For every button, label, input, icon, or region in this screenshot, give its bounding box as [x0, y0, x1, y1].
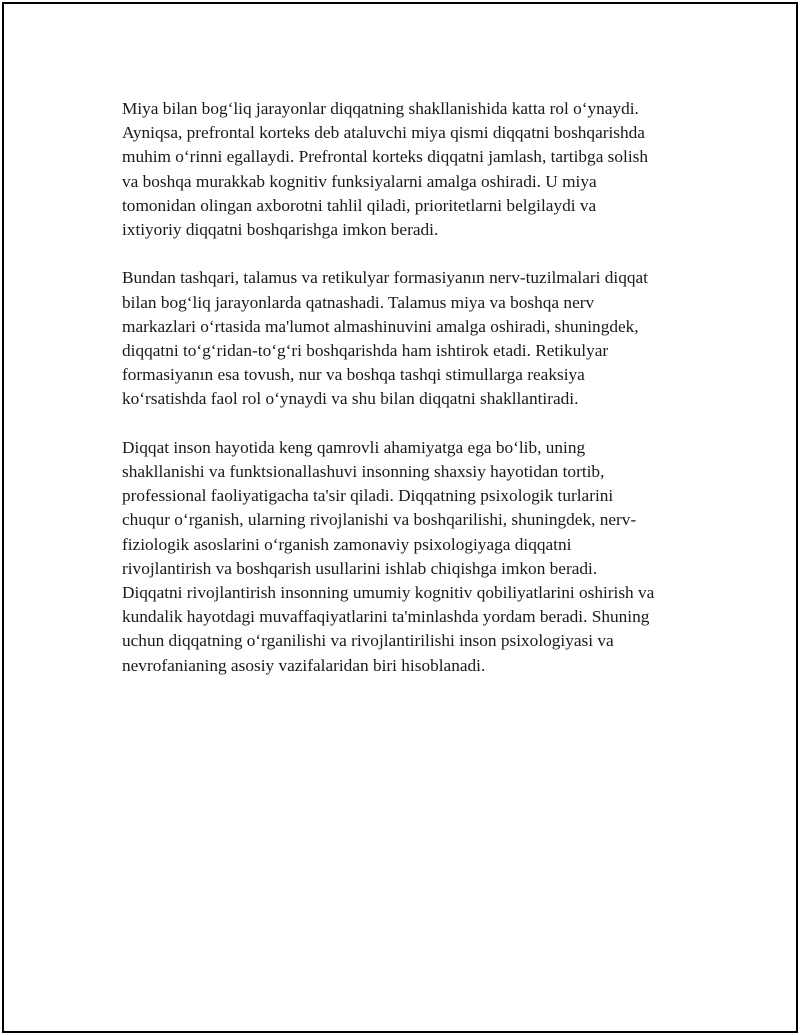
text-line: Diqqatni rivojlantirish insonning umumiy kognitiv qobiliyatlarini oshirish va	[122, 583, 655, 603]
text-line: rivojlantirish va boshqarish usullarini ishlab chiqishga imkon beradi.	[122, 558, 598, 578]
paragraph-thalamus	[122, 266, 694, 411]
text-line: diqqatni to‘g‘ridan-to‘g‘ri boshqarishda ham ishtirok etadi. Retikulyar	[122, 341, 609, 361]
text-line: formasiyanın esa tovush, nur va boshqa tashqi stimullarga reaksiya	[122, 365, 585, 385]
document-body	[122, 97, 694, 678]
text-line: markazlari o‘rtasida ma'lumot almashinuvini amalga oshiradi, shuningdek,	[122, 316, 639, 336]
text-line: kundalik hayotdagi muvaffaqiyatlarini ta'minlashda yordam beradi. Shuning	[122, 607, 650, 627]
text-line: chuqur o‘rganish, ularning rivojlanishi va boshqarilishi, shuningdek, nerv-	[122, 510, 637, 530]
text-line: ko‘rsatishda faol rol o‘ynaydi va shu bilan diqqatni shakllantiradi.	[122, 389, 579, 409]
page-frame	[2, 2, 798, 1033]
text-line: muhim o‘rinni egallaydi. Prefrontal korteks diqqatni jamlash, tartibga solish	[122, 147, 649, 167]
text-line: Ayniqsa, prefrontal korteks deb ataluvchi miya qismi diqqatni boshqarishda	[122, 123, 645, 143]
text-line: professional faoliyatigacha ta'sir qiladi. Diqqatning psixologik turlarini	[122, 486, 614, 506]
text-line: Bundan tashqari, talamus va retikulyar formasiyanın nerv-tuzilmalari diqqat	[122, 268, 648, 288]
text-line: ixtiyoriy diqqatni boshqarishga imkon beradi.	[122, 220, 439, 240]
text-line: fiziologik asoslarini o‘rganish zamonaviy psixologiyaga diqqatni	[122, 534, 572, 554]
text-line: Miya bilan bog‘liq jarayonlar diqqatning shakllanishida katta rol o‘ynaydi.	[122, 99, 639, 118]
text-line: bilan bog‘liq jarayonlarda qatnashadi. Talamus miya va boshqa nerv	[122, 292, 595, 312]
text-line: Diqqat inson hayotida keng qamrovli ahamiyatga ega bo‘lib, uning	[122, 437, 586, 457]
text-line: shakllanishi va funktsionallashuvi insonning shaxsiy hayotidan tortib,	[122, 462, 605, 482]
paragraph-conclusion	[122, 436, 694, 678]
text-line: va boshqa murakkab kognitiv funksiyalarni amalga oshiradi. U miya	[122, 171, 597, 191]
text-line: nevrofanianing asosiy vazifalaridan biri hisoblanadi.	[122, 655, 486, 675]
paragraph-brain-processes	[122, 97, 694, 242]
text-line: tomonidan olingan axborotni tahlil qiladi, prioritetlarni belgilaydi va	[122, 195, 597, 215]
text-line: uchun diqqatning o‘rganilishi va rivojlantirilishi inson psixologiyasi va	[122, 631, 614, 651]
